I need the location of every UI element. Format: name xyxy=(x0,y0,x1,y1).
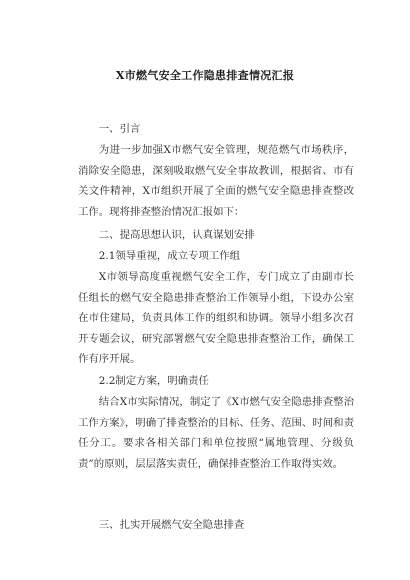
paragraph-text: X市领导高度重视燃气安全工作，专门成立了由副市长任组长的燃气安全隐患排查整治工作领导小组，下设办公室在市住建局，负责具体工作的组织和协调。领导小组多次召开专题会议，研究部署燃气安全隐患排查整治工作，确保工作有序开展。 xyxy=(78,271,354,365)
paragraph-introduction xyxy=(78,140,354,222)
paragraph-leadership xyxy=(78,267,354,370)
paragraph-text: 为进一步加强X市燃气安全管理，规范燃气市场秩序，消除安全隐患，深刻吸取燃气安全事故教训，根据省、市有关文件精神，X市组织开展了全面的燃气安全隐患排查整改工作。现将排查整治情况汇报如下： xyxy=(78,144,354,218)
section-heading-inspection: 三、扎实开展燃气安全隐患排查 xyxy=(98,519,245,531)
document-title: X市燃气安全工作隐患排查情况汇报 xyxy=(115,69,295,82)
paragraph-plan xyxy=(78,392,354,474)
subsection-heading-plan: 2.2制定方案，明确责任 xyxy=(98,375,209,387)
section-heading-awareness: 二、提高思想认识，认真谋划安排 xyxy=(98,229,255,241)
subsection-heading-leadership: 2.1领导重视，成立专项工作组 xyxy=(98,250,241,262)
paragraph-text: 结合X市实际情况，制定了《X市燃气安全隐患排查整治工作方案》，明确了排查整治的目标、任务、范围、时间和责任分工。要求各相关部门和单位按照“属地管理、分级负责”的原则，层层落实责任，确保排查整治工作取得实效。 xyxy=(78,396,354,470)
section-heading-introduction: 一、引言 xyxy=(98,123,141,135)
